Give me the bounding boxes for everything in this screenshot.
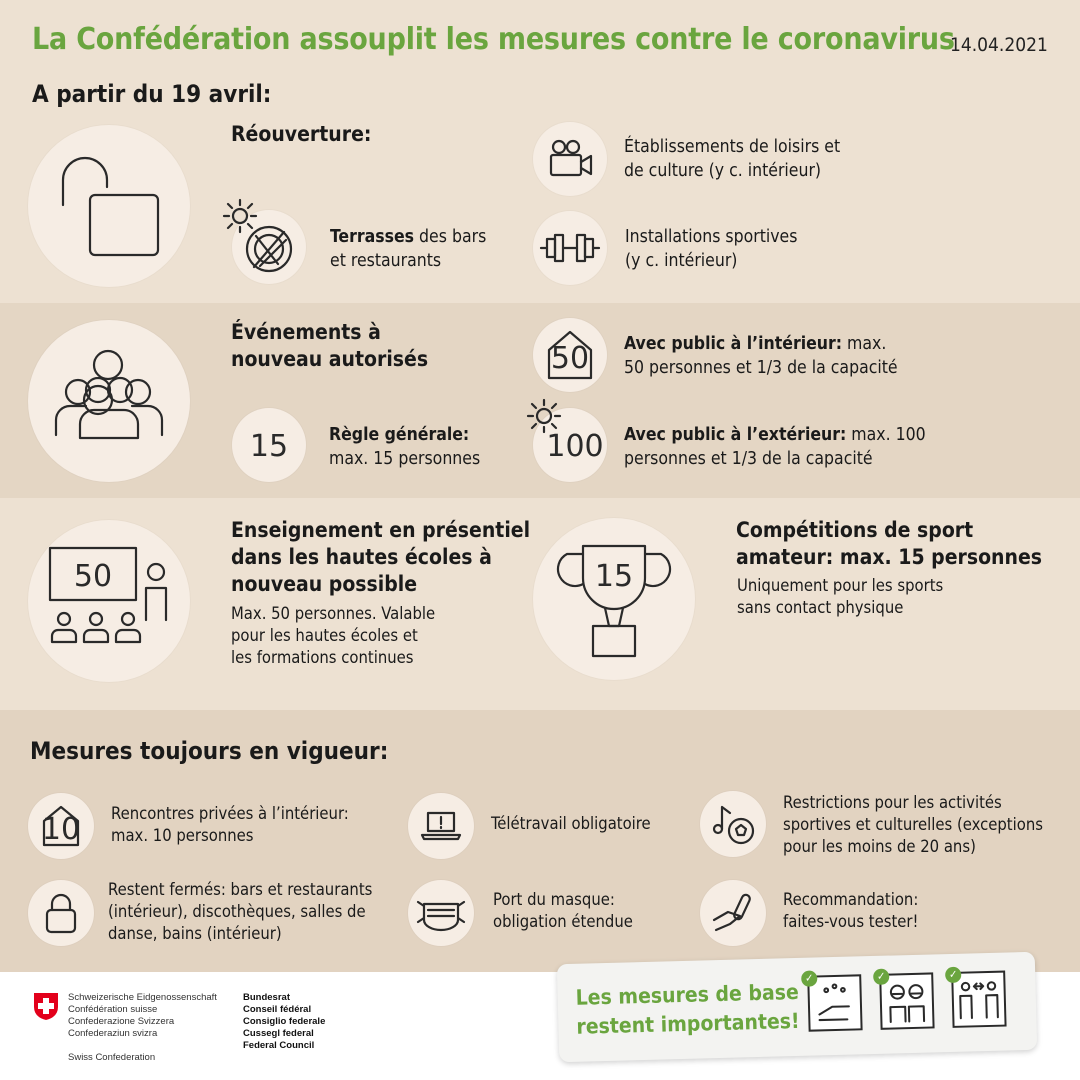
outdoor-rest: max. 100 (846, 425, 926, 445)
events-heading-line1: Événements à (231, 320, 381, 344)
swiss-shield-logo (32, 991, 60, 1021)
house-50-icon (533, 318, 607, 392)
outdoor-bold: Avec public à l’extérieur: (624, 425, 847, 445)
sports-text (625, 225, 797, 273)
mask-line2: obligation étendue (493, 912, 633, 931)
padlock-closed-icon (28, 880, 94, 946)
private-number: 10 (41, 812, 81, 847)
competitions-number: 15 (594, 559, 634, 594)
sports-line1: Installations sportives (625, 227, 798, 247)
confederation-name-rm: Confederaziun svizra (68, 1028, 158, 1039)
basic-measures-banner (557, 952, 1037, 1062)
closed-line3: danse, bains (intérieur) (108, 924, 282, 943)
private-line2: max. 10 personnes (111, 826, 254, 845)
leisure-text (624, 135, 840, 183)
video-camera-icon (533, 122, 607, 196)
dumbbell-icon (533, 211, 607, 285)
masked-people-icon (876, 969, 934, 1029)
indoor-number: 50 (550, 341, 590, 376)
number-15-icon (232, 408, 306, 482)
council-name-rm: Cussegl federal (243, 1028, 314, 1039)
leisure-line1: Établissements de loisirs et (624, 137, 841, 157)
classroom-icon (28, 520, 190, 682)
section-subtitle: A partir du 19 avril: (32, 80, 272, 108)
banner-text (575, 978, 800, 1042)
test-line2: faites-vous tester! (783, 912, 919, 931)
teaching-heading (231, 517, 530, 598)
laptop-alert-icon (408, 793, 474, 859)
restrictions-line2: sportives et culturelles (exceptions (783, 815, 1043, 834)
terraces-rest: des bars (414, 227, 487, 247)
check-icon: ✓ (801, 970, 817, 986)
terraces-line2: et restaurants (330, 251, 442, 271)
general-number: 15 (249, 429, 289, 464)
competitions-text-line1: Uniquement pour les sports (737, 576, 944, 595)
restrictions-text (783, 792, 1043, 858)
council-name-en: Federal Council (243, 1040, 315, 1051)
competitions-text (737, 575, 943, 619)
mask-line1: Port du masque: (493, 890, 615, 909)
restrictions-line3: pour les moins de 20 ans) (783, 837, 976, 856)
federal-council-names (243, 992, 325, 1052)
indoor-text (624, 332, 898, 380)
check-icon: ✓ (945, 967, 961, 983)
competitions-heading (736, 517, 1042, 571)
reopening-heading: Réouverture: (231, 122, 372, 146)
handwashing-icon (804, 971, 862, 1031)
restrictions-line1: Restrictions pour les activités (783, 793, 1002, 812)
confederation-name-en: Swiss Confederation (68, 1052, 156, 1063)
competitions-heading-line2: amateur: max. 15 personnes (736, 545, 1043, 569)
mask-text (493, 889, 633, 933)
competitions-text-line2: sans contact physique (737, 598, 904, 617)
indoor-line2: 50 personnes et 1/3 de la capacité (624, 358, 898, 378)
music-football-icon (700, 791, 766, 857)
outdoor-text (624, 423, 926, 471)
indoor-rest: max. (842, 334, 887, 354)
check-icon: ✓ (873, 969, 889, 985)
teaching-number: 50 (73, 559, 113, 594)
general-bold: Règle générale: (329, 425, 470, 445)
teaching-text-line3: les formations continues (231, 648, 414, 667)
private-text (111, 803, 349, 847)
test-text (783, 889, 918, 933)
measures-heading: Mesures toujours en vigueur: (30, 737, 389, 765)
sun-icon (218, 196, 264, 236)
confederation-names (68, 992, 217, 1040)
outdoor-number: 100 (546, 429, 604, 464)
telework-text: Télétravail obligatoire (491, 814, 651, 833)
confederation-name-it: Confederazione Svizzera (68, 1016, 175, 1027)
events-heading-line2: nouveau autorisés (231, 347, 429, 371)
house-10-icon (28, 793, 94, 859)
competitions-heading-line1: Compétitions de sport (736, 518, 974, 542)
crowd-icon (28, 320, 190, 482)
closed-line2: (intérieur), discothèques, salles de (108, 902, 366, 921)
council-name-it: Consiglio federale (243, 1016, 326, 1027)
terraces-bold: Terrasses (330, 227, 415, 247)
banner-line2: restent importantes! (576, 1008, 800, 1039)
teaching-heading-line1: Enseignement en présentiel (231, 518, 531, 542)
publication-date: 14.04.2021 (950, 34, 1048, 56)
confederation-name-de: Schweizerische Eidgenossenschaft (68, 992, 217, 1003)
padlock-open-icon (28, 125, 190, 287)
council-name-de: Bundesrat (243, 992, 290, 1003)
sun-icon (522, 396, 568, 436)
confederation-name-fr: Confédération suisse (68, 1004, 158, 1015)
private-line1: Rencontres privées à l’intérieur: (111, 804, 349, 823)
terraces-text (330, 225, 486, 273)
teaching-heading-line3: nouveau possible (231, 572, 418, 596)
outdoor-line2: personnes et 1/3 de la capacité (624, 449, 873, 469)
sports-line2: (y c. intérieur) (625, 251, 738, 271)
general-rule-text (329, 423, 480, 471)
closed-text (108, 879, 372, 945)
banner-line1: Les mesures de base (575, 979, 800, 1010)
teaching-text (231, 603, 435, 669)
teaching-text-line1: Max. 50 personnes. Valable (231, 604, 436, 623)
distance-people-icon (948, 967, 1006, 1028)
teaching-heading-line2: dans les hautes écoles à (231, 545, 492, 569)
test-line1: Recommandation: (783, 890, 919, 909)
trophy-icon (533, 518, 695, 680)
leisure-line2: de culture (y c. intérieur) (624, 161, 822, 181)
page-title: La Confédération assouplit les mesures contre le coronavirus (32, 22, 955, 57)
closed-line1: Restent fermés: bars et restaurants (108, 880, 373, 899)
events-heading (231, 319, 428, 373)
test-tube-hand-icon (700, 880, 766, 946)
council-name-fr: Conseil fédéral (243, 1004, 312, 1015)
teaching-text-line2: pour les hautes écoles et (231, 626, 418, 645)
face-mask-icon (408, 880, 474, 946)
indoor-bold: Avec public à l’intérieur: (624, 334, 843, 354)
general-line2: max. 15 personnes (329, 449, 481, 469)
